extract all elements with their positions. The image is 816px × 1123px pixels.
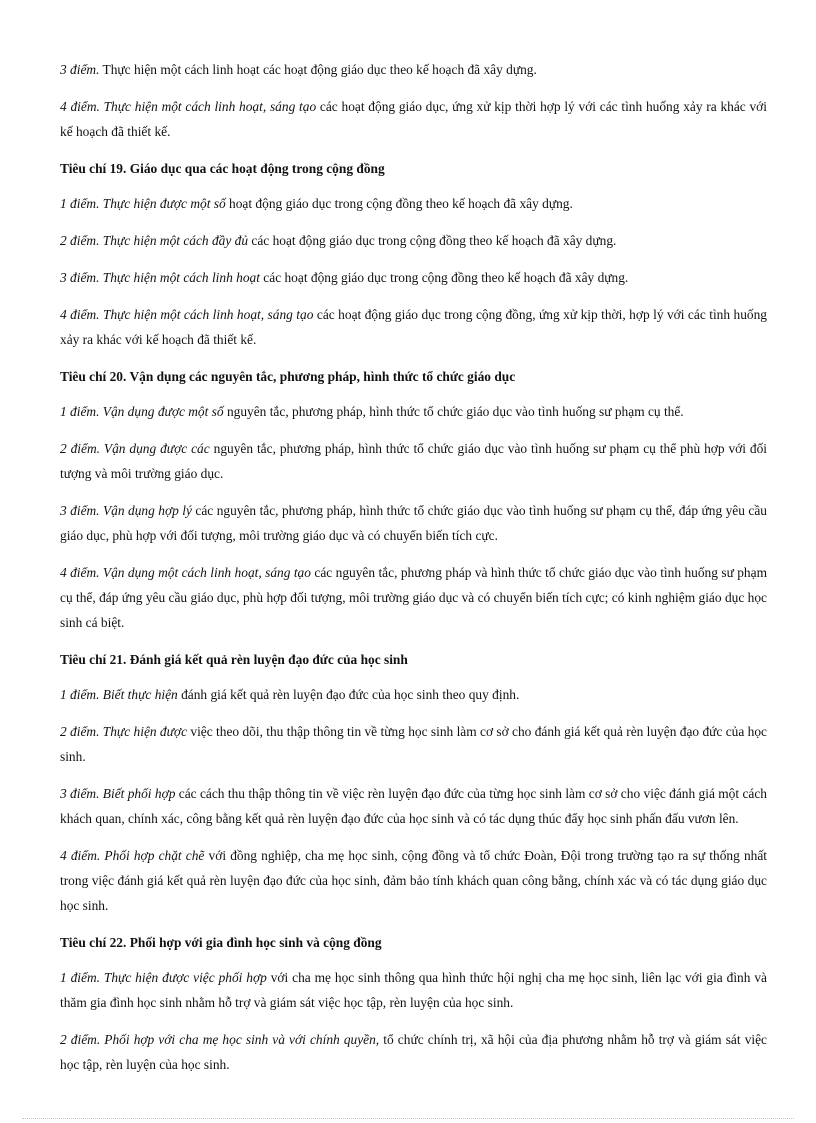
level-description: đánh giá kết quả rèn luyện đạo đức của học sinh theo quy định. [177, 687, 520, 702]
criterion-level-item [60, 228, 767, 253]
level-description: với cha mẹ học sinh thông qua hình thức hội nghị cha mẹ học sinh, liên lạc với gia đình và thăm gia đình học sinh nhằm hỗ trợ và giám sát việc học tập, rèn luyện của học sinh. [60, 970, 767, 1010]
criterion-heading: Tiêu chí 22. Phối hợp với gia đình học sinh và cộng đồng [60, 935, 382, 950]
level-description: các nguyên tắc, phương pháp và hình thức tổ chức giáo dục vào tình huống sư phạm cụ thể, đáp ứng yêu cầu giáo dục, phù hợp đối tượng, môi trường giáo dục và có chuyển biến tích cực; có kinh nghiệm giáo dục học sinh cá biệt. [60, 565, 767, 630]
criterion-level-item [60, 57, 767, 82]
criterion-level-item [60, 682, 767, 707]
criterion-level-item [60, 781, 767, 831]
criterion-level-item [60, 1027, 767, 1077]
level-lead: 2 điểm. Vận dụng được các [60, 441, 210, 456]
level-description: các hoạt động giáo dục, ứng xử kịp thời hợp lý với các tình huống xảy ra khác với kế hoạch đã thiết kế. [60, 99, 767, 139]
level-description: tổ chức chính trị, xã hội của địa phương nhằm hỗ trợ và giám sát việc học tập, rèn luyện của học sinh. [60, 1032, 767, 1072]
criterion-level-item [60, 302, 767, 352]
criterion-level-item [60, 399, 767, 424]
level-lead: 2 điểm. Phối hợp với cha mẹ học sinh và với chính quyền, [60, 1032, 380, 1047]
level-description: Thực hiện một cách linh hoạt các hoạt động giáo dục theo kế hoạch đã xây dựng. [99, 62, 537, 77]
criterion-heading: Tiêu chí 21. Đánh giá kết quả rèn luyện đạo đức của học sinh [60, 652, 408, 667]
level-lead: 2 điểm. Thực hiện được [60, 724, 188, 739]
level-description: các hoạt động giáo dục trong cộng đồng theo kế hoạch đã xây dựng. [248, 233, 617, 248]
criterion-level-item [60, 560, 767, 635]
level-lead: 4 điểm. Thực hiện một cách linh hoạt, sáng tạo [60, 307, 314, 322]
criterion-level-item [60, 94, 767, 144]
criterion-heading: Tiêu chí 20. Vận dụng các nguyên tắc, phương pháp, hình thức tổ chức giáo dục [60, 369, 516, 384]
level-lead: 1 điểm. Thực hiện được việc phối hợp [60, 970, 267, 985]
level-lead: 3 điểm. Vận dụng hợp lý [60, 503, 192, 518]
level-lead: 2 điểm. Thực hiện một cách đầy đủ [60, 233, 249, 248]
level-description: nguyên tắc, phương pháp, hình thức tổ chức giáo dục vào tình huống sư phạm cụ thể phù hợp với đối tượng và môi trường giáo dục. [60, 441, 767, 481]
page-bottom-divider [22, 1118, 794, 1119]
criterion-level-item [60, 436, 767, 486]
level-lead: 1 điểm. Biết thực hiện [60, 687, 178, 702]
criterion-level-item [60, 265, 767, 290]
level-description: các cách thu thập thông tin về việc rèn luyện đạo đức của từng học sinh làm cơ sở cho việc đánh giá một cách khách quan, chính xác, công bằng kết quả rèn luyện đạo đức của học sinh và có tác dụng thúc đẩy học sinh phấn đấu vươn lên. [60, 786, 767, 826]
criterion-level-item [60, 719, 767, 769]
level-description: các nguyên tắc, phương pháp, hình thức tổ chức giáo dục vào tình huống sư phạm cụ thể, đáp ứng yêu cầu giáo dục, phù hợp với đối tượng, môi trường giáo dục và có chuyển biến tích cực. [60, 503, 767, 543]
document-page [60, 57, 767, 1089]
criterion-level-item [60, 191, 767, 216]
level-description: với đồng nghiệp, cha mẹ học sinh, cộng đồng và tổ chức Đoàn, Đội trong trường tạo ra sự thống nhất trong việc đánh giá kết quả rèn luyện đạo đức của học sinh, đảm bảo tính khách quan công bằng, chính xác và có tác dụng giáo dục học sinh. [60, 848, 767, 913]
level-lead: 4 điểm. Phối hợp chặt chẽ [60, 848, 205, 863]
criterion-level-item [60, 965, 767, 1015]
criterion-level-item [60, 843, 767, 918]
level-description: nguyên tắc, phương pháp, hình thức tổ chức giáo dục vào tình huống sư phạm cụ thể. [223, 404, 684, 419]
level-description: hoạt động giáo dục trong cộng đồng theo kế hoạch đã xây dựng. [225, 196, 573, 211]
level-lead: 3 điểm. Thực hiện một cách linh hoạt [60, 270, 260, 285]
level-lead: 4 điểm. Vận dụng một cách linh hoạt, sáng tạo [60, 565, 311, 580]
level-lead: 1 điểm. Vận dụng được một số [60, 404, 224, 419]
level-lead: 1 điểm. Thực hiện được một số [60, 196, 226, 211]
level-lead: 3 điểm. [60, 62, 100, 77]
level-description: các hoạt động giáo dục trong cộng đồng, ứng xử kịp thời, hợp lý với các tình huống xảy ra khác với kế hoạch đã thiết kế. [60, 307, 767, 347]
level-description: các hoạt động giáo dục trong cộng đồng theo kế hoạch đã xây dựng. [259, 270, 629, 285]
criterion-level-item [60, 498, 767, 548]
level-description: việc theo dõi, thu thập thông tin về từng học sinh làm cơ sở cho đánh giá kết quả rèn luyện đạo đức của học sinh. [60, 724, 767, 764]
level-lead: 4 điểm. Thực hiện một cách linh hoạt, sáng tạo [60, 99, 317, 114]
level-lead: 3 điểm. Biết phối hợp [60, 786, 176, 801]
criterion-heading: Tiêu chí 19. Giáo dục qua các hoạt động trong cộng đồng [60, 161, 385, 176]
